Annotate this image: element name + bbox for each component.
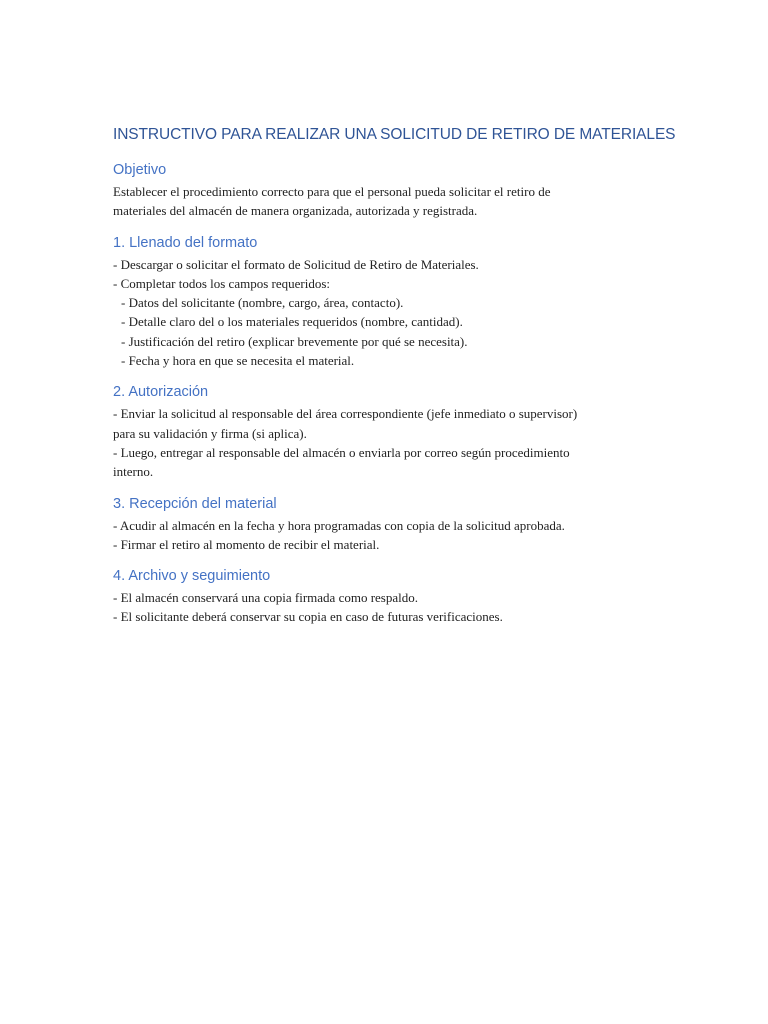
document-title: INSTRUCTIVO PARA REALIZAR UNA SOLICITUD DE RETIRO DE MATERIALES: [113, 126, 676, 143]
document-body: [113, 124, 676, 639]
section-heading-autorizacion: 2. Autorización: [113, 384, 209, 401]
list-item-continuation: para su validación y firma (si aplica).: [113, 425, 307, 441]
list-item: - Descargar o solicitar el formato de Solicitud de Retiro de Materiales.: [113, 256, 479, 272]
section-heading-objetivo: Objetivo: [113, 162, 167, 178]
section-heading-llenado-formato: 1. Llenado del formato: [113, 234, 258, 251]
sub-list-item: - Datos del solicitante (nombre, cargo, área, contacto).: [121, 295, 404, 311]
list-item: - El solicitante deberá conservar su copia en caso de futuras verificaciones.: [113, 609, 503, 625]
list-item: - El almacén conservará una copia firmada como respaldo.: [113, 590, 418, 606]
sub-list-item: - Fecha y hora en que se necesita el material.: [121, 353, 355, 369]
section-recepcion-material: [113, 494, 658, 555]
section-llenado-formato: [113, 233, 658, 371]
section-autorizacion: [113, 382, 658, 481]
list-item: - Completar todos los campos requeridos:: [113, 275, 330, 291]
list-item: - Firmar el retiro al momento de recibir el material.: [113, 536, 380, 552]
list-item: - Acudir al almacén en la fecha y hora programadas con copia de la solicitud aprobada.: [113, 517, 565, 533]
section-archivo-seguimiento: [113, 566, 658, 627]
list-item: - Luego, entregar al responsable del almacén o enviarla por correo según procedimiento: [113, 444, 570, 460]
paragraph-line: materiales del almacén de manera organizada, autorizada y registrada.: [113, 203, 478, 219]
paragraph-line: Establecer el procedimiento correcto para que el personal pueda solicitar el retiro de: [113, 184, 551, 199]
list-item: - Enviar la solicitud al responsable del área correspondiente (jefe inmediato o supervisor): [113, 406, 578, 422]
section-heading-archivo-seguimiento: 4. Archivo y seguimiento: [113, 568, 271, 585]
section-objetivo: [113, 160, 658, 221]
section-heading-recepcion-material: 3. Recepción del material: [113, 495, 277, 512]
sub-list-item: - Detalle claro del o los materiales requeridos (nombre, cantidad).: [121, 314, 463, 330]
sub-list-item: - Justificación del retiro (explicar brevemente por qué se necesita).: [121, 333, 468, 349]
list-item-continuation: interno.: [113, 464, 154, 480]
